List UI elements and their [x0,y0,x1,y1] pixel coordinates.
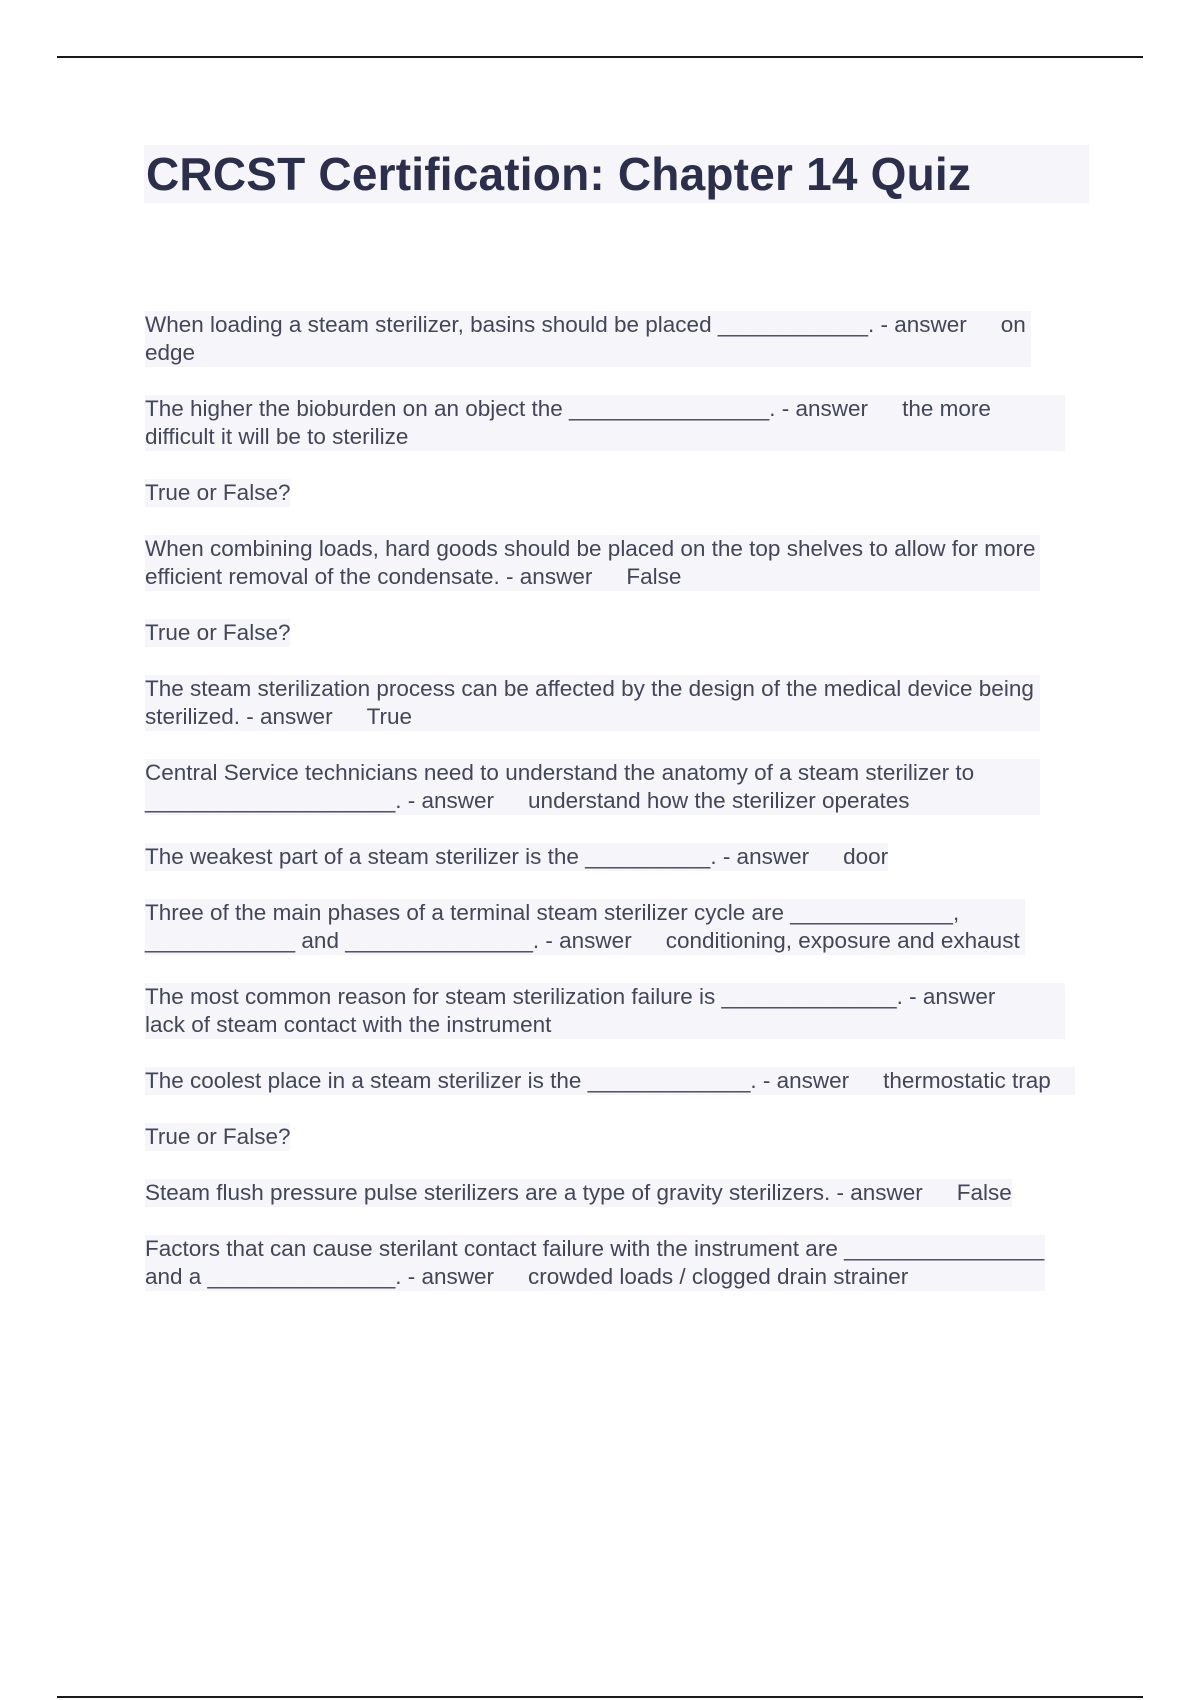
qa-item [145,1235,1051,1291]
question-text: Steam flush pressure pulse sterilizers are a type of gravity sterilizers. - answer [145,1180,923,1205]
title-block [144,145,1089,203]
question-text: When loading a steam sterilizer, basins should be placed ____________. - answer [145,312,967,337]
question-text: The higher the bioburden on an object the ________________. - answer [145,396,869,421]
question-text: The weakest part of a steam sterilizer is the __________. - answer [145,844,810,869]
qa-item [145,395,1065,451]
answer-text: True [366,704,412,729]
header-rule [57,56,1143,58]
answer-text: thermostatic trap [883,1068,1051,1093]
footer-rule [57,1696,1143,1698]
qa-item [145,1067,1075,1095]
question-text: The coolest place in a steam sterilizer is the _____________. - answer [145,1068,850,1093]
qa-item [145,1123,290,1151]
answer-text: crowded loads / clogged drain strainer [528,1264,909,1289]
question-text: When combining loads, hard goods should be placed on the top shelves to allow for more efficient removal of the condensate. - answer [145,536,1042,589]
qa-item [145,675,1040,731]
qa-item [145,759,1040,815]
question-text: True or False? [145,1124,291,1149]
question-text: The most common reason for steam sterilization failure is ______________. - answer [145,984,996,1009]
page-title: CRCST Certification: Chapter 14 Quiz [146,148,972,200]
question-text: The steam sterilization process can be affected by the design of the medical device being sterilized. - answer [145,676,1041,729]
qa-list [145,311,1090,1319]
question-text: True or False? [145,620,291,645]
question-text: Factors that can cause sterilant contact failure with the instrument are ________________ and a _______________. - answer [145,1236,1051,1289]
qa-item [145,479,290,507]
question-text: Central Service technicians need to understand the anatomy of a steam sterilizer to ____________________. - answer [145,760,981,813]
answer-text: False [956,1180,1012,1205]
answer-text: lack of steam contact with the instrument [145,1012,552,1037]
question-text: Three of the main phases of a terminal steam sterilizer cycle are _____________, ____________ and _______________. - answer [145,900,966,953]
qa-item [145,311,1031,367]
answer-text: the more difficult it will be to sterilize [145,396,998,449]
question-text: True or False? [145,480,291,505]
qa-item [145,535,1040,591]
qa-item [145,899,1025,955]
qa-item [145,983,1065,1039]
qa-item [145,619,290,647]
answer-text: conditioning, exposure and exhaust [665,928,1020,953]
answer-text: False [626,564,682,589]
qa-item [145,843,888,871]
answer-text: door [843,844,889,869]
answer-text: understand how the sterilizer operates [528,788,910,813]
answer-text: on edge [145,312,1033,365]
qa-item [145,1179,1012,1207]
